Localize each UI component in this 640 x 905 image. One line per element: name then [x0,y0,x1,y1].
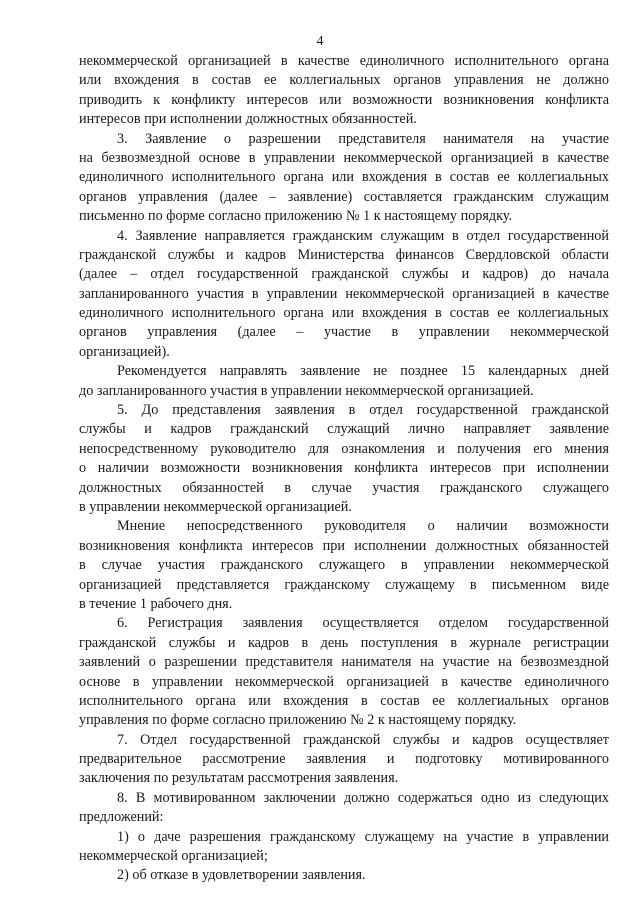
text-line: (далее – отдел государственной гражданской службы и кадров) до начала [79,266,609,283]
text-line: 8. В мотивированном заключении должно содержаться одно из следующих [117,789,609,806]
text-line: приводить к конфликту интересов или возможности возникновения конфликта [79,91,609,108]
paragraph-p8 [79,789,609,828]
text-line: 6. Регистрация заявления осуществляется отделом государственной [117,615,609,632]
text-line: основе в управлении некоммерческой организацией в качестве единоличного [79,673,609,690]
text-line: некоммерческой организацией; [79,848,268,865]
text-line: должностных обязанностей в случае участия гражданского служащего [79,479,609,496]
text-line: интересов при исполнении должностных обязанностей. [79,111,417,128]
text-line: 5. До представления заявления в отдел государственной гражданской [117,402,609,419]
text-line: предварительное рассмотрение заявления и подготовку мотивированного [79,751,609,768]
text-line: Мнение непосредственного руководителя о наличии возможности [117,518,609,535]
text-line: в управлении некоммерческой организацией. [79,498,352,515]
paragraph-p6 [79,614,609,730]
text-line: гражданской службы и кадров Министерства финансов Свердловской области [79,246,609,263]
text-line: заявлений о разрешении представителя нанимателя на участие на безвозмездной [79,654,609,671]
text-line: письменно по форме согласно приложению № 1 к настоящему порядку. [79,208,512,225]
text-line: непосредственному руководителю для ознакомления и получения его мнения [79,440,609,457]
text-line: на безвозмездной основе в управлении некоммерческой организацией в качестве [79,149,609,166]
text-line: до запланированного участия в управлении некоммерческой организацией. [79,382,534,399]
text-line: гражданской службы и кадров в день поступления в журнале регистрации [79,634,609,651]
paragraph-p5 [79,401,609,517]
document-body [79,52,609,886]
text-line: органов управления (далее – участие в управлении некоммерческой [79,324,609,341]
text-line: заключения по результатам рассмотрения заявления. [79,770,399,787]
paragraph-p5b [79,517,609,614]
text-line: о наличии возможности возникновения конфликта интересов при исполнении [79,460,609,477]
text-line: некоммерческой организацией в качестве единоличного исполнительного органа [79,53,609,69]
text-line: управления по форме согласно приложению № 2 к настоящему порядку. [79,712,517,729]
paragraph-p8_2 [79,866,609,885]
text-line: 2) об отказе в удовлетворении заявления. [117,867,366,884]
text-line: 1) о даче разрешения гражданскому служащему на участие в управлении [117,828,609,845]
paragraph-p4b [79,362,609,401]
text-line: 3. Заявление о разрешении представителя нанимателя на участие [117,130,609,147]
text-line: организацией представляется гражданскому служащему в письменном виде [79,576,609,593]
text-line: органов управления (далее – заявление) составляется гражданским служащим [79,188,609,205]
text-line: предложений: [79,809,164,826]
page-number: 4 [316,34,324,49]
text-line: 7. Отдел государственной гражданской службы и кадров осуществляет [117,731,609,748]
text-line: в течение 1 рабочего дня. [79,595,233,612]
text-line: исполнительного органа или вхождения в состав ее коллегиальных органов [79,692,609,709]
text-line: единоличного исполнительного органа или вхождения в состав ее коллегиальных [79,169,609,186]
text-line: в случае участия гражданского служащего в управлении некоммерческой [79,557,609,574]
text-line: Рекомендуется направлять заявление не позднее 15 календарных дней [117,363,609,380]
text-line: запланированного участия в управлении некоммерческой организацией в качестве [79,285,609,302]
text-line: организацией). [79,343,170,360]
paragraph-p4 [79,227,609,363]
text-line: 4. Заявление направляется гражданским служащим в отдел государственной [117,227,609,244]
text-line: или вхождения в состав ее коллегиальных органов управления не должно [79,72,609,89]
paragraph-p3 [79,130,609,227]
paragraph-p7 [79,731,609,789]
text-line: единоличного исполнительного органа или вхождения в состав ее коллегиальных [79,305,609,322]
paragraph-cont [79,52,609,130]
text-line: возникновения конфликта интересов при исполнении должностных обязанностей [79,537,609,554]
text-line: службы и кадров гражданский служащий лично направляет заявление [79,421,609,438]
paragraph-p8_1 [79,828,609,867]
